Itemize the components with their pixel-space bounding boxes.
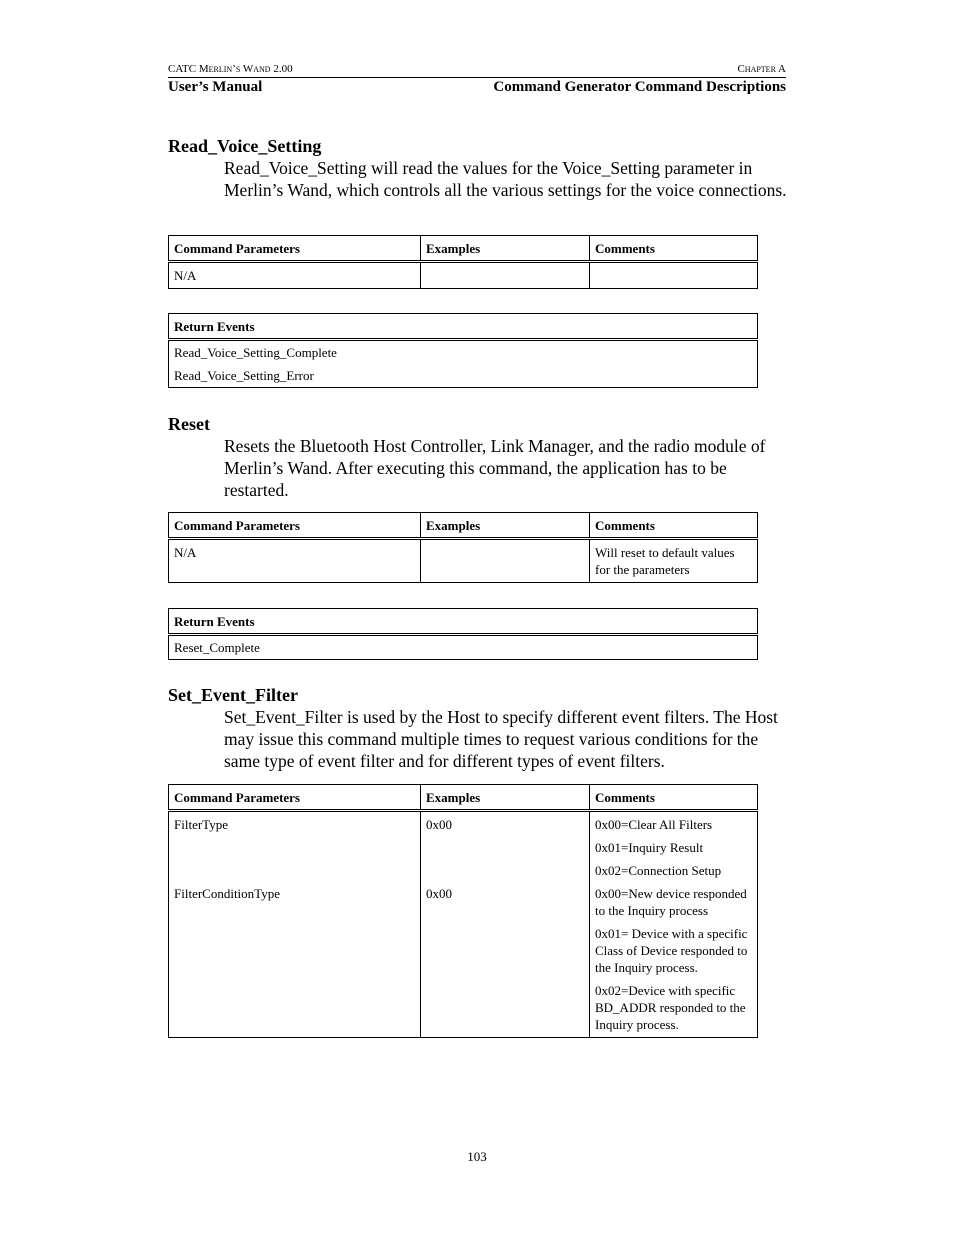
page-number: 103 [467,1149,487,1164]
comment-line: 0x01=Inquiry Result [595,840,704,855]
col-header-parameters: Command Parameters [169,236,421,262]
header-chapter: Chapter A [737,63,786,75]
return-events-table [168,313,758,388]
col-header-return-events: Return Events [169,609,758,635]
comment-cell: Will reset to default values for the parameters [590,539,758,583]
table-row [169,340,758,388]
param-cell: N/A [169,262,421,289]
param-cell: FilterConditionType [169,883,421,1038]
section-description: Set_Event_Filter is used by the Host to specify different event filters. The Host may issue this command multiple times to request various conditions for the same type of event filter and for different types of event filters. [224,707,778,771]
comment-cell [590,883,758,1038]
col-header-return-events: Return Events [169,314,758,340]
example-cell: 0x00 [421,883,590,1038]
col-header-examples: Examples [421,785,590,811]
example-cell [421,539,590,583]
command-parameters-table [168,784,758,1038]
header-product: CATC Merlin’s Wand 2.00 [168,63,293,75]
col-header-examples: Examples [421,513,590,539]
event-item: Read_Voice_Setting_Complete [174,345,337,360]
table-row [169,811,758,884]
col-header-comments: Comments [590,513,758,539]
table-row [169,883,758,1038]
col-header-comments: Comments [590,236,758,262]
events-cell [169,340,758,388]
section-description: Read_Voice_Setting will read the values for the Voice_Setting parameter in Merlin’s Wand, which controls all the various settings for the voice connections. [224,158,787,200]
param-cell: FilterType [169,811,421,884]
events-cell [169,635,758,660]
comment-line: 0x00=New device responded to the Inquiry process [595,886,747,918]
comment-line: 0x02=Device with specific BD_ADDR responded to the Inquiry process. [595,983,746,1032]
comment-line: 0x00=Clear All Filters [595,817,713,832]
col-header-comments: Comments [590,785,758,811]
comment-cell [590,262,758,289]
header-section: Command Generator Command Descriptions [493,79,786,95]
table-row [169,539,758,583]
header-manual: User’s Manual [168,79,263,95]
section-description: Resets the Bluetooth Host Controller, Link Manager, and the radio module of Merlin’s Wand. After executing this command, the application has to be restarted. [224,436,766,500]
section-title-set-event-filter: Set_Event_Filter [168,685,298,705]
section-title-read-voice-setting: Read_Voice_Setting [168,136,322,156]
param-cell: N/A [169,539,421,583]
col-header-parameters: Command Parameters [169,513,421,539]
example-cell [421,262,590,289]
col-header-examples: Examples [421,236,590,262]
table-row [169,262,758,289]
command-parameters-table [168,512,758,583]
command-parameters-table [168,235,758,289]
comment-cell [590,811,758,884]
return-events-table [168,608,758,660]
comment-line: 0x01= Device with a specific Class of Device responded to the Inquiry process. [595,926,748,975]
event-item: Read_Voice_Setting_Error [174,368,314,383]
event-item: Reset_Complete [174,640,260,655]
example-cell: 0x00 [421,811,590,884]
col-header-parameters: Command Parameters [169,785,421,811]
comment-line: 0x02=Connection Setup [595,863,722,878]
section-title-reset: Reset [168,414,210,434]
table-row [169,635,758,660]
